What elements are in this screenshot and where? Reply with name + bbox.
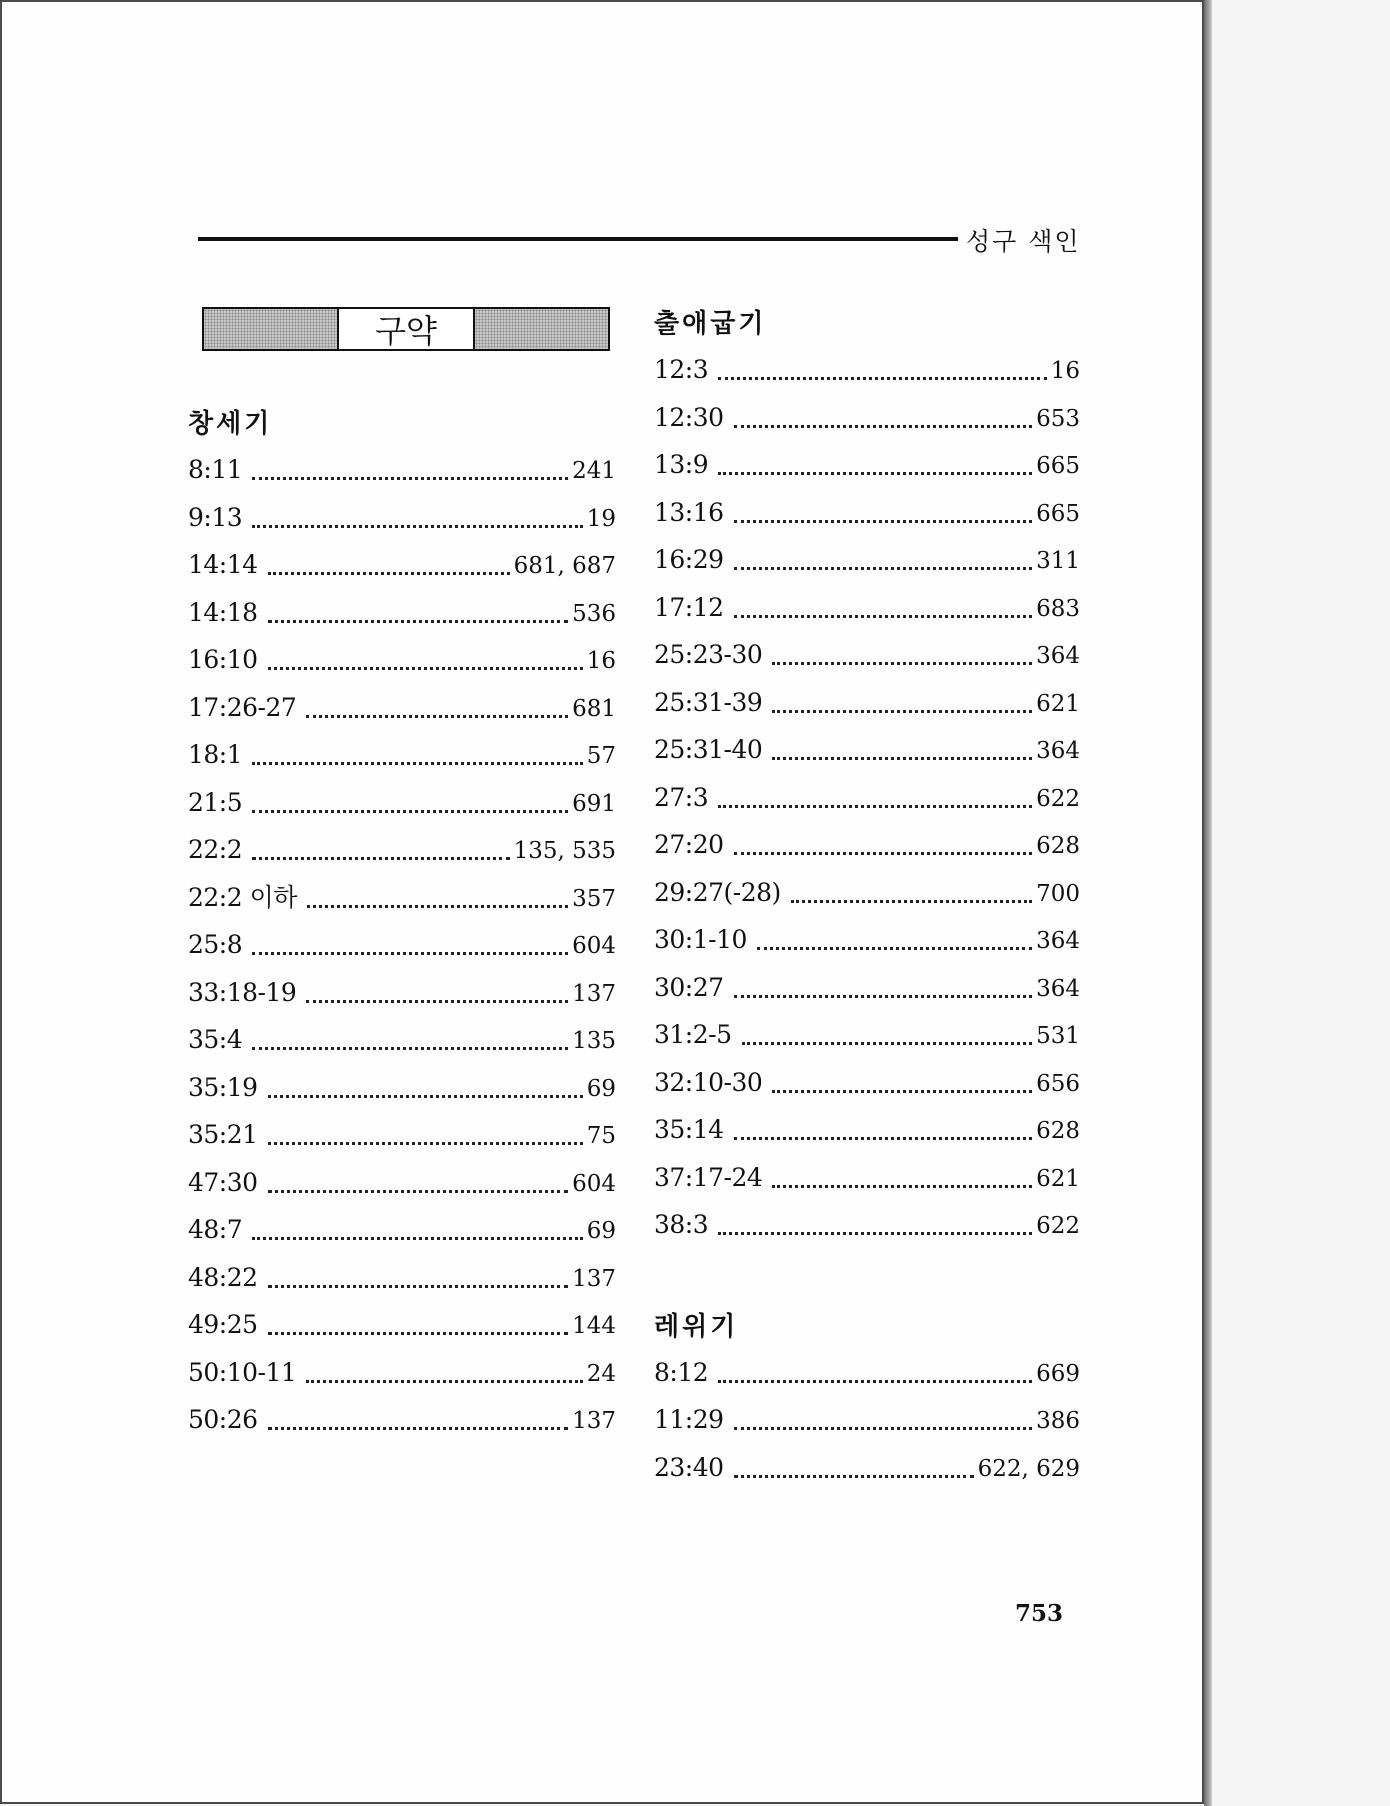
page-reference: 357 [572, 885, 616, 912]
page-reference: 69 [586, 1218, 616, 1244]
banner-shade-right [475, 309, 608, 349]
index-entry [188, 1301, 616, 1349]
dot-leader [791, 900, 1032, 903]
verse-reference: 30:1-10 [654, 925, 747, 954]
verse-reference: 37:17-24 [654, 1162, 763, 1192]
verse-reference: 25:31-40 [654, 735, 763, 764]
dot-leader [252, 952, 568, 955]
dot-leader [268, 1095, 583, 1098]
verse-reference: 35:21 [188, 1120, 258, 1149]
page-reference: 364 [1036, 928, 1080, 954]
verse-reference: 35:4 [188, 1025, 243, 1054]
page-edge-shadow [1204, 0, 1212, 1806]
verse-reference: 38:3 [654, 1210, 709, 1239]
page-number: 753 [1015, 1600, 1064, 1627]
index-entry [654, 441, 1080, 489]
page-reference: 628 [1036, 833, 1080, 859]
dot-leader [268, 1427, 569, 1430]
dot-leader [734, 852, 1033, 855]
verse-reference: 27:3 [654, 782, 709, 812]
index-entry [188, 969, 616, 1017]
index-entry [188, 874, 616, 922]
index-entry [654, 1444, 1080, 1492]
index-entry [188, 1349, 616, 1397]
page-reference: 19 [586, 505, 616, 532]
verse-reference: 8:12 [654, 1357, 709, 1387]
verse-reference: 30:27 [654, 972, 724, 1002]
page-reference: 683 [1036, 595, 1080, 622]
index-entry [654, 774, 1080, 822]
page-reference: 57 [586, 743, 616, 769]
verse-reference: 16:10 [188, 645, 258, 674]
index-entry [188, 541, 616, 589]
index-entry [188, 779, 616, 827]
verse-reference: 25:8 [188, 930, 243, 959]
dot-leader [734, 1427, 1033, 1430]
page-reference: 137 [572, 980, 616, 1007]
verse-reference: 32:10-30 [654, 1067, 763, 1097]
index-entry [654, 1154, 1080, 1202]
verse-reference: 31:2-5 [654, 1020, 732, 1049]
index-entry [654, 679, 1080, 727]
dot-leader [252, 810, 568, 813]
banner-shade-left [204, 309, 337, 349]
verse-reference: 50:10-11 [188, 1357, 297, 1387]
page-reference: 622, 629 [977, 1455, 1080, 1482]
testament-banner [202, 307, 610, 351]
page-reference: 604 [572, 1170, 616, 1197]
verse-reference: 16:29 [654, 545, 724, 574]
page-reference: 531 [1036, 1023, 1080, 1049]
index-entry [654, 584, 1080, 632]
page-reference: 135, 535 [513, 838, 616, 864]
verse-reference: 48:22 [188, 1262, 258, 1292]
index-entry [654, 1059, 1080, 1107]
index-entry [654, 1011, 1080, 1059]
index-entry [188, 1064, 616, 1112]
dot-leader [734, 520, 1033, 523]
dot-leader [772, 662, 1032, 665]
index-entry [188, 731, 616, 779]
index-entry [654, 1349, 1080, 1397]
index-entry [188, 1159, 616, 1207]
section-title-exodus: 출애굽기 [654, 309, 767, 339]
page-reference: 536 [572, 600, 616, 627]
verse-reference: 21:5 [188, 787, 243, 817]
verse-reference: 17:12 [654, 592, 724, 622]
page-reference: 681 [572, 695, 616, 722]
verse-reference: 29:27(-28) [654, 877, 781, 907]
index-entry [188, 826, 616, 874]
index-entry [188, 494, 616, 542]
dot-leader [718, 1380, 1032, 1383]
leviticus-entries [654, 1349, 1080, 1492]
dot-leader [268, 667, 583, 670]
dot-leader [772, 1185, 1032, 1188]
dot-leader [307, 905, 568, 908]
page-reference: 69 [586, 1075, 616, 1102]
dot-leader [734, 567, 1033, 570]
index-entry [188, 1111, 616, 1159]
dot-leader [268, 572, 510, 575]
testament-label: 구약 [337, 309, 475, 349]
page-reference: 386 [1036, 1408, 1080, 1434]
genesis-entries [188, 446, 616, 1444]
verse-reference: 33:18-19 [188, 977, 297, 1007]
page-reference: 653 [1036, 405, 1080, 432]
page-reference: 364 [1036, 975, 1080, 1002]
verse-reference: 35:14 [654, 1115, 724, 1144]
index-entry [188, 446, 616, 494]
verse-reference: 9:13 [188, 502, 243, 532]
verse-reference: 8:11 [188, 455, 243, 484]
index-entry [654, 536, 1080, 584]
page-reference: 137 [572, 1408, 616, 1434]
page-reference: 24 [586, 1360, 616, 1387]
verse-reference: 25:23-30 [654, 640, 763, 669]
page-reference: 669 [1036, 1360, 1080, 1387]
index-entry [188, 1206, 616, 1254]
verse-reference: 23:40 [654, 1452, 724, 1482]
page-reference: 622 [1036, 1213, 1080, 1239]
verse-reference: 12:3 [654, 355, 709, 384]
index-entry [654, 726, 1080, 774]
verse-reference: 22:2 [188, 835, 243, 864]
verse-reference: 25:31-39 [654, 687, 763, 717]
dot-leader [772, 710, 1032, 713]
page-reference: 75 [586, 1123, 616, 1149]
page-reference: 137 [572, 1265, 616, 1292]
dot-leader [252, 525, 583, 528]
page-reference: 621 [1036, 1165, 1080, 1192]
dot-leader [252, 857, 509, 860]
index-entry [188, 1016, 616, 1064]
index-entry [654, 869, 1080, 917]
index-entry [654, 916, 1080, 964]
verse-reference: 12:30 [654, 402, 724, 432]
dot-leader [252, 477, 568, 480]
page-reference: 16 [586, 648, 616, 674]
dot-leader [718, 1232, 1032, 1235]
dot-leader [252, 1047, 568, 1050]
index-entry [654, 631, 1080, 679]
page-reference: 241 [572, 458, 616, 484]
verse-reference: 14:14 [188, 550, 258, 579]
index-entry [188, 1254, 616, 1302]
verse-reference: 50:26 [188, 1405, 258, 1434]
page-reference: 665 [1036, 453, 1080, 479]
exodus-entries [654, 346, 1080, 1249]
dot-leader [306, 715, 568, 718]
verse-reference: 11:29 [654, 1405, 724, 1434]
dot-leader [252, 1237, 583, 1240]
verse-reference: 49:25 [188, 1310, 258, 1339]
dot-leader [734, 1475, 974, 1478]
index-entry [188, 589, 616, 637]
page-reference: 144 [572, 1313, 616, 1339]
verse-reference: 22:2 이하 [188, 882, 297, 912]
right-column [654, 302, 1080, 1491]
page-reference: 135 [572, 1028, 616, 1054]
header-rule [198, 237, 958, 241]
dot-leader [742, 1042, 1033, 1045]
index-entry [188, 921, 616, 969]
verse-reference: 17:26-27 [188, 692, 297, 722]
verse-reference: 13:16 [654, 497, 724, 527]
dot-leader [306, 1380, 582, 1383]
index-entry [188, 684, 616, 732]
verse-reference: 48:7 [188, 1215, 243, 1244]
page-reference: 364 [1036, 643, 1080, 669]
left-column [188, 402, 616, 1444]
verse-reference: 18:1 [188, 740, 243, 769]
section-title-leviticus: 레위기 [654, 1311, 739, 1342]
dot-leader [252, 762, 583, 765]
index-entry [654, 489, 1080, 537]
running-header: 성구 색인 [966, 227, 1081, 256]
dot-leader [772, 757, 1032, 760]
verse-reference: 27:20 [654, 830, 724, 859]
page-reference: 364 [1036, 738, 1080, 764]
page-reference: 665 [1036, 500, 1080, 527]
page-reference: 621 [1036, 690, 1080, 717]
section-title-genesis: 창세기 [188, 409, 273, 439]
verse-reference: 14:18 [188, 597, 258, 627]
dot-leader [718, 805, 1032, 808]
dot-leader [757, 947, 1032, 950]
dot-leader [734, 995, 1033, 998]
dot-leader [772, 1090, 1032, 1093]
index-entry [654, 821, 1080, 869]
dot-leader [718, 377, 1047, 380]
page-reference: 691 [572, 790, 616, 817]
page-reference: 604 [572, 933, 616, 959]
index-entry [654, 1396, 1080, 1444]
index-entry [188, 636, 616, 684]
dot-leader [268, 1332, 569, 1335]
dot-leader [734, 615, 1033, 618]
page-reference: 16 [1050, 358, 1080, 384]
section-gap [654, 1249, 1080, 1305]
page-reference: 700 [1036, 880, 1080, 907]
dot-leader [268, 1190, 569, 1193]
dot-leader [718, 472, 1032, 475]
verse-reference: 13:9 [654, 450, 709, 479]
index-entry [654, 1106, 1080, 1154]
index-entry [654, 346, 1080, 394]
dot-leader [306, 1000, 568, 1003]
page-reference: 681, 687 [513, 553, 616, 579]
verse-reference: 35:19 [188, 1072, 258, 1102]
dot-leader [734, 1137, 1033, 1140]
dot-leader [268, 620, 569, 623]
page-reference: 628 [1036, 1118, 1080, 1144]
dot-leader [268, 1142, 583, 1145]
dot-leader [734, 425, 1033, 428]
index-entry [188, 1396, 616, 1444]
page-reference: 622 [1036, 785, 1080, 812]
page-reference: 656 [1036, 1070, 1080, 1097]
verse-reference: 47:30 [188, 1167, 258, 1197]
index-entry [654, 1201, 1080, 1249]
page-reference: 311 [1036, 548, 1080, 574]
dot-leader [268, 1285, 569, 1288]
index-entry [654, 394, 1080, 442]
index-entry [654, 964, 1080, 1012]
